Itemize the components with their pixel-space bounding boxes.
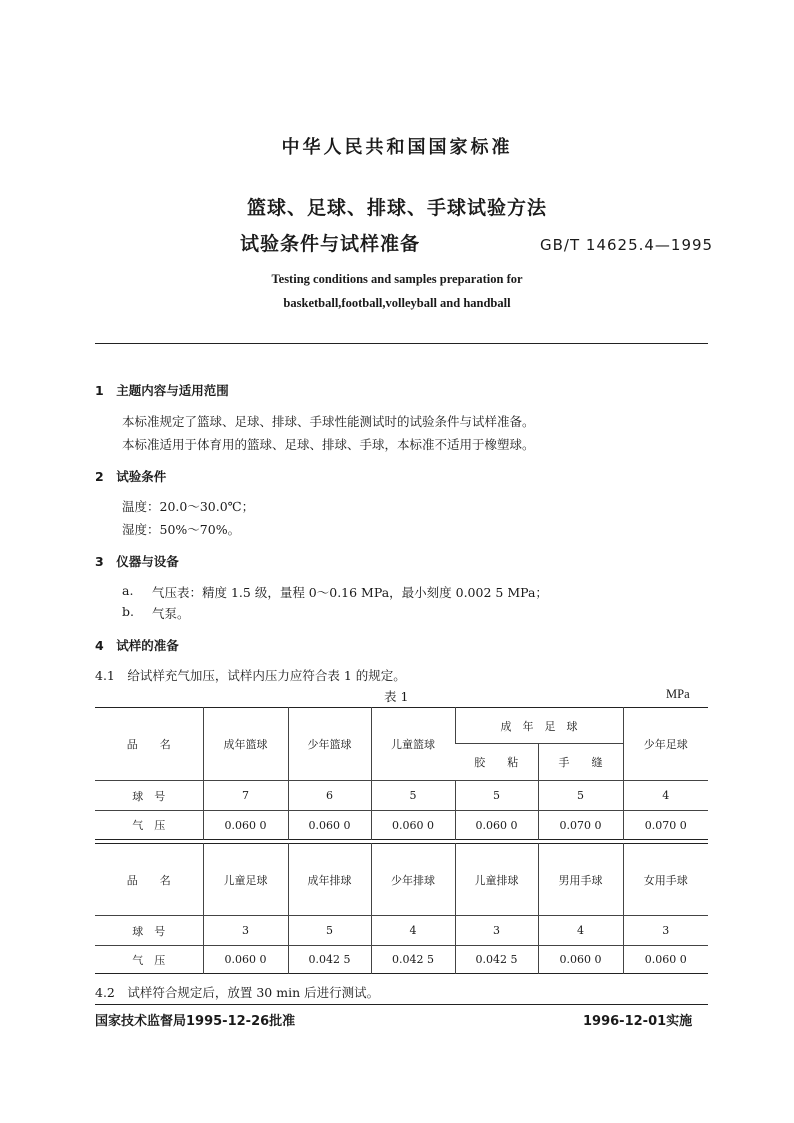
table-caption: 表 1 bbox=[384, 689, 409, 704]
clause-4-1: 4.1 给试样充气加压，试样内压力应符合表 1 的规定。 bbox=[95, 668, 406, 683]
table-cell: 0.042 5 bbox=[371, 946, 455, 974]
table-cell: 6 bbox=[288, 781, 371, 811]
standard-code: GB/T 14625.4—1995 bbox=[540, 236, 714, 254]
header-child-football: 儿童足球 bbox=[203, 844, 288, 916]
table-cell: 0.060 0 bbox=[288, 811, 371, 840]
header-youth-volleyball: 少年排球 bbox=[371, 844, 455, 916]
national-standard-heading: 中华人民共和国国家标准 bbox=[281, 137, 513, 158]
row-label-pressure: 气 压 bbox=[95, 946, 203, 974]
section-1-title: 1 主题内容与适用范围 bbox=[95, 383, 229, 398]
table-cell: 0.060 0 bbox=[538, 946, 623, 974]
header-child-basketball: 儿童篮球 bbox=[371, 708, 455, 781]
section-1-paragraph-1: 本标准规定了篮球、足球、排球、手球性能测试时的试验条件与试样准备。 bbox=[122, 414, 535, 429]
section-1-paragraph-2: 本标准适用于体育用的篮球、足球、排球、手球，本标准不适用于橡塑球。 bbox=[122, 437, 535, 452]
table-cell: 4 bbox=[623, 781, 708, 811]
table-cell: 0.042 5 bbox=[288, 946, 371, 974]
header-divider bbox=[95, 343, 708, 344]
table-cell: 0.060 0 bbox=[203, 946, 288, 974]
section-3-title: 3 仪器与设备 bbox=[95, 554, 179, 569]
humidity-condition: 湿度：50%～70%。 bbox=[122, 522, 241, 537]
equipment-item-b-text: 气泵。 bbox=[152, 606, 190, 621]
header-product-name: 品 名 bbox=[126, 738, 171, 751]
table-cell: 7 bbox=[203, 781, 288, 811]
header-adult-volleyball: 成年排球 bbox=[288, 844, 371, 916]
header-men-handball: 男用手球 bbox=[538, 844, 623, 916]
row-label-pressure: 气 压 bbox=[95, 811, 203, 840]
temperature-condition: 温度：20.0～30.0℃； bbox=[122, 499, 255, 514]
english-title-line2: basketball,football,volleyball and handball bbox=[283, 296, 511, 310]
table-unit: MPa bbox=[666, 687, 690, 701]
approval-date: 国家技术监督局1995-12-26批准 bbox=[95, 1014, 296, 1029]
table-cell: 0.060 0 bbox=[455, 811, 538, 840]
table-cell: 3 bbox=[203, 916, 288, 946]
table-cell: 0.060 0 bbox=[371, 811, 455, 840]
footer-divider bbox=[95, 1004, 708, 1005]
pressure-table-part-2 bbox=[95, 843, 708, 974]
table-cell: 0.060 0 bbox=[623, 946, 708, 974]
table-cell: 5 bbox=[371, 781, 455, 811]
equipment-item-a-marker: a. bbox=[122, 583, 134, 598]
table-cell: 5 bbox=[455, 781, 538, 811]
table-cell: 3 bbox=[455, 916, 538, 946]
section-2-title: 2 试验条件 bbox=[95, 469, 167, 484]
table-cell: 4 bbox=[371, 916, 455, 946]
section-4-title: 4 试样的准备 bbox=[95, 638, 179, 653]
header-women-handball: 女用手球 bbox=[623, 844, 708, 916]
equipment-item-b-marker: b. bbox=[122, 604, 134, 619]
table-cell: 0.070 0 bbox=[623, 811, 708, 840]
table-cell: 4 bbox=[538, 916, 623, 946]
clause-4-2: 4.2 试样符合规定后，放置 30 min 后进行测试。 bbox=[95, 985, 380, 1000]
table-cell: 5 bbox=[538, 781, 623, 811]
table-cell: 0.060 0 bbox=[203, 811, 288, 840]
header-product-name: 品 名 bbox=[126, 873, 171, 887]
pressure-table-part-1 bbox=[95, 707, 708, 840]
header-youth-football: 少年足球 bbox=[623, 708, 708, 781]
header-youth-basketball: 少年篮球 bbox=[288, 708, 371, 781]
header-glued: 胶 粘 bbox=[455, 744, 538, 781]
standard-title-line2: 试验条件与试样准备 bbox=[239, 233, 420, 255]
table-cell: 3 bbox=[623, 916, 708, 946]
table-cell: 5 bbox=[288, 916, 371, 946]
header-hand-sewn: 手 缝 bbox=[538, 744, 623, 781]
header-adult-football: 成 年 足 球 bbox=[455, 708, 623, 744]
standard-title-line1: 篮球、足球、排球、手球试验方法 bbox=[246, 197, 547, 219]
effective-date: 1996-12-01实施 bbox=[583, 1014, 693, 1029]
table-cell: 0.070 0 bbox=[538, 811, 623, 840]
header-child-volleyball: 儿童排球 bbox=[455, 844, 538, 916]
row-label-ball-number: 球 号 bbox=[95, 916, 203, 946]
english-title-line1: Testing conditions and samples preparation for bbox=[271, 272, 523, 286]
equipment-item-a-text: 气压表：精度 1.5 级，量程 0～0.16 MPa，最小刻度 0.002 5 MPa； bbox=[152, 585, 548, 600]
table-cell: 0.042 5 bbox=[455, 946, 538, 974]
header-adult-basketball: 成年篮球 bbox=[203, 708, 288, 781]
row-label-ball-number: 球 号 bbox=[95, 781, 203, 811]
